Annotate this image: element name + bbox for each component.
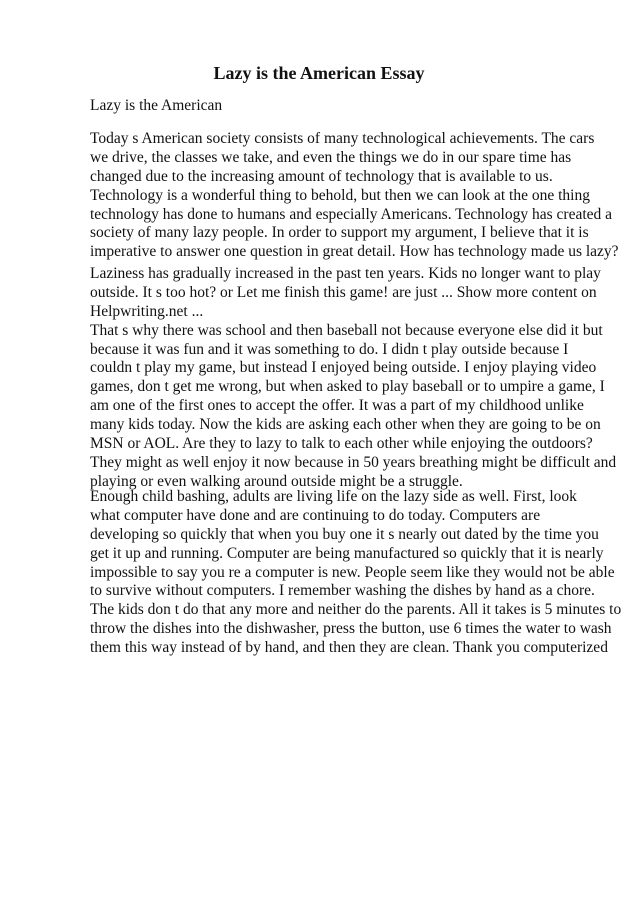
- text-line: am one of the first ones to accept the offer. It was a part of my childhood unlike: [90, 397, 584, 415]
- text-line: many kids today. Now the kids are asking each other when they are going to be on: [90, 416, 601, 434]
- text-line: throw the dishes into the dishwasher, press the button, use 6 times the water to wash: [90, 620, 612, 638]
- document-subtitle: Lazy is the American: [90, 97, 223, 114]
- paragraph-intro: [90, 130, 619, 262]
- text-line: Today s American society consists of many technological achievements. The cars: [90, 130, 595, 147]
- text-line: Technology is a wonderful thing to behold, but then we can look at the one thing: [90, 186, 590, 204]
- text-line: playing or even walking around outside might be a struggle.: [90, 472, 463, 490]
- text-line: Laziness has gradually increased in the past ten years. Kids no longer want to play: [90, 265, 601, 282]
- text-line: imperative to answer one question in great detail. How has technology made us lazy?: [90, 243, 619, 261]
- text-line: They might as well enjoy it now because in 50 years breathing might be difficult and: [90, 453, 617, 471]
- text-line: what computer have done and are continuing to do today. Computers are: [90, 506, 541, 524]
- text-line: Helpwriting.net ...: [90, 302, 204, 320]
- text-line: changed due to the increasing amount of technology that is available to us.: [90, 167, 553, 185]
- text-line: The kids don t do that any more and neither do the parents. All it takes is 5 minutes to: [90, 601, 622, 619]
- text-line: MSN or AOL. Are they to lazy to talk to each other while enjoying the outdoors?: [90, 435, 593, 453]
- text-line: society of many lazy people. In order to support my argument, I believe that it is: [90, 224, 589, 242]
- text-line: developing so quickly that when you buy one it s nearly out dated by the time you: [90, 525, 599, 543]
- text-line: games, don t get me wrong, but when asked to play baseball or to umpire a game, I: [90, 378, 605, 396]
- text-line: them this way instead of by hand, and then they are clean. Thank you computerized: [90, 639, 608, 657]
- paragraph-laziness: [90, 265, 616, 492]
- text-line: because it was fun and it was something to do. I didn t play outside because I: [90, 340, 569, 358]
- text-line: we drive, the classes we take, and even the things we do in our spare time has: [90, 148, 572, 166]
- text-line: impossible to say you re a computer is new. People seem like they would not be able: [90, 563, 615, 581]
- text-line: to survive without computers. I remember washing the dishes by hand as a chore.: [90, 582, 595, 600]
- paragraph-adults: [90, 488, 621, 658]
- text-line: Enough child bashing, adults are living life on the lazy side as well. First, look: [90, 488, 577, 505]
- text-line: That s why there was school and then baseball not because everyone else did it but: [90, 321, 603, 339]
- text-line: outside. It s too hot? or Let me finish this game! are just ... Show more content on: [90, 283, 597, 301]
- text-line: technology has done to humans and especially Americans. Technology has created a: [90, 205, 613, 223]
- text-line: couldn t play my game, but instead I enjoyed being outside. I enjoy playing video: [90, 359, 597, 377]
- document-title: Lazy is the American Essay: [213, 63, 425, 83]
- text-line: get it up and running. Computer are being manufactured so quickly that it is nearly: [90, 544, 604, 562]
